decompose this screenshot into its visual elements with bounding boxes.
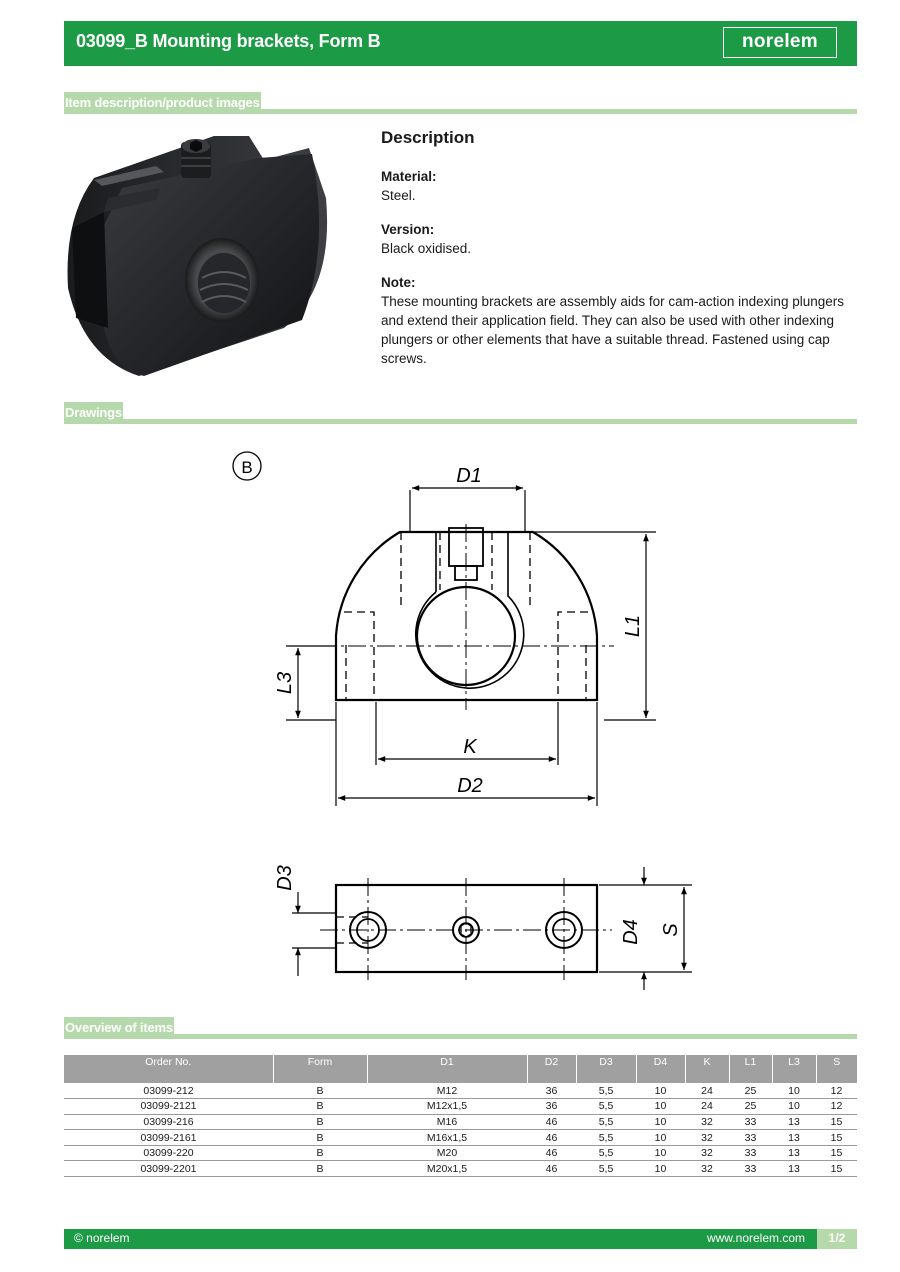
table-cell: 03099-220 [64, 1145, 273, 1161]
dim-d4: D4 [620, 919, 642, 945]
form-letter: B [241, 458, 253, 477]
table-cell: 33 [729, 1145, 772, 1161]
table-cell: 32 [685, 1130, 729, 1146]
table-cell: 10 [772, 1083, 816, 1099]
dim-k: K [463, 736, 477, 758]
table-cell: 10 [636, 1083, 685, 1099]
table-cell: 46 [527, 1145, 576, 1161]
table-cell: B [273, 1099, 367, 1115]
table-cell: 24 [685, 1083, 729, 1099]
table-cell: 25 [729, 1083, 772, 1099]
table-cell: 5,5 [576, 1099, 636, 1115]
table-cell: 15 [816, 1145, 857, 1161]
description-block [381, 128, 857, 383]
table-cell: B [273, 1145, 367, 1161]
dim-l3: L3 [274, 671, 296, 695]
dim-d1: D1 [456, 465, 482, 487]
table-cell: 03099-2161 [64, 1130, 273, 1146]
table-cell: 15 [816, 1114, 857, 1130]
note-value: These mounting brackets are assembly aids for cam-action indexing plungers and extend their application field. They can also be used with other indexing plungers or other elements that have a suitable thread. Fastened using cap screws. [381, 294, 844, 366]
col-order-no: Order No. [64, 1055, 273, 1083]
table-cell: 12 [816, 1099, 857, 1115]
table-cell: 03099-212 [64, 1083, 273, 1099]
table-cell: 03099-216 [64, 1114, 273, 1130]
section-drawings [64, 402, 857, 424]
table-header-row [64, 1055, 857, 1083]
page-number: 1/2 [817, 1229, 857, 1249]
col-d3: D3 [576, 1055, 636, 1083]
table-cell: 13 [772, 1145, 816, 1161]
norelem-logo [723, 27, 837, 58]
table-row [64, 1145, 857, 1161]
table-cell: M20 [367, 1145, 527, 1161]
table-cell: 5,5 [576, 1161, 636, 1177]
section-label: Item description/product images [64, 92, 261, 114]
table-cell: 13 [772, 1161, 816, 1177]
col-s: S [816, 1055, 857, 1083]
description-heading: Description [381, 128, 475, 147]
table-cell: 03099-2201 [64, 1161, 273, 1177]
page-title: 03099_B Mounting brackets, Form B [76, 31, 381, 51]
table-cell: 13 [772, 1114, 816, 1130]
col-k: K [685, 1055, 729, 1083]
table-body [64, 1083, 857, 1177]
table-cell: M12x1,5 [367, 1099, 527, 1115]
table-row [64, 1130, 857, 1146]
col-l1: L1 [729, 1055, 772, 1083]
table-cell: B [273, 1114, 367, 1130]
table-cell: 10 [636, 1145, 685, 1161]
footer-url-link[interactable]: www.norelem.com [706, 1231, 805, 1245]
table-cell: M16 [367, 1114, 527, 1130]
dim-d3: D3 [274, 865, 296, 891]
table-cell: B [273, 1161, 367, 1177]
table-cell: 36 [527, 1099, 576, 1115]
material-value: Steel. [381, 188, 416, 203]
table-cell: M12 [367, 1083, 527, 1099]
material-label: Material: [381, 169, 437, 184]
section-overview [64, 1017, 857, 1039]
table-cell: 32 [685, 1145, 729, 1161]
section-label: Overview of items [64, 1017, 174, 1039]
footer-copyright: © norelem [74, 1231, 130, 1245]
table-cell: 12 [816, 1083, 857, 1099]
table-row [64, 1083, 857, 1099]
section-item-description [64, 92, 857, 114]
table-cell: 32 [685, 1161, 729, 1177]
col-l3: L3 [772, 1055, 816, 1083]
table-cell: M20x1,5 [367, 1161, 527, 1177]
table-cell: 33 [729, 1161, 772, 1177]
table-row [64, 1161, 857, 1177]
table-row [64, 1099, 857, 1115]
col-form: Form [273, 1055, 367, 1083]
page-header [64, 21, 857, 66]
product-photo [64, 128, 338, 380]
version-value: Black oxidised. [381, 241, 472, 256]
table-cell: 5,5 [576, 1130, 636, 1146]
table-row [64, 1114, 857, 1130]
table-cell: 03099-2121 [64, 1099, 273, 1115]
table-cell: 15 [816, 1161, 857, 1177]
col-d4: D4 [636, 1055, 685, 1083]
table-cell: 10 [636, 1099, 685, 1115]
table-cell: 10 [636, 1130, 685, 1146]
table-cell: M16x1,5 [367, 1130, 527, 1146]
table-cell: 36 [527, 1083, 576, 1099]
table-cell: 32 [685, 1114, 729, 1130]
table-cell: 33 [729, 1130, 772, 1146]
table-cell: 24 [685, 1099, 729, 1115]
table-cell: 10 [636, 1114, 685, 1130]
table-cell: 10 [636, 1161, 685, 1177]
table-cell: 10 [772, 1099, 816, 1115]
col-d2: D2 [527, 1055, 576, 1083]
dim-d2: D2 [457, 775, 483, 797]
page-footer [64, 1229, 857, 1249]
table-cell: 5,5 [576, 1114, 636, 1130]
table-cell: 25 [729, 1099, 772, 1115]
table-cell: 13 [772, 1130, 816, 1146]
table-cell: 5,5 [576, 1145, 636, 1161]
dim-l1: L1 [622, 614, 644, 638]
technical-drawing [64, 440, 857, 1000]
table-cell: B [273, 1130, 367, 1146]
table-cell: B [273, 1083, 367, 1099]
note-label: Note: [381, 275, 416, 290]
table-cell: 15 [816, 1130, 857, 1146]
table-cell: 46 [527, 1114, 576, 1130]
section-label: Drawings [64, 402, 123, 424]
items-table [64, 1055, 857, 1177]
logo-text: norelem [741, 31, 818, 52]
dim-s: S [660, 923, 682, 937]
col-d1: D1 [367, 1055, 527, 1083]
version-label: Version: [381, 222, 435, 237]
table-cell: 5,5 [576, 1083, 636, 1099]
table-cell: 33 [729, 1114, 772, 1130]
table-cell: 46 [527, 1130, 576, 1146]
table-cell: 46 [527, 1161, 576, 1177]
